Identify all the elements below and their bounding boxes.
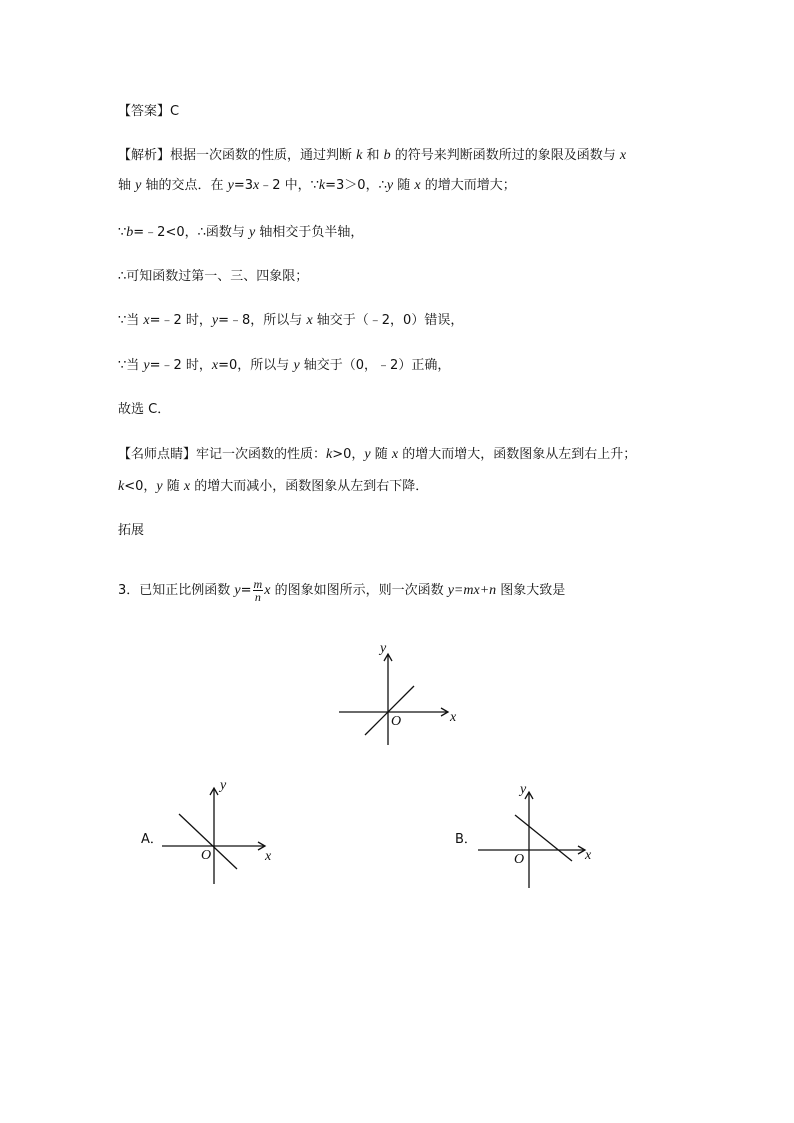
- var-x: x: [264, 583, 271, 598]
- option-b-label: B．: [455, 832, 477, 847]
- y-axis-label: y: [380, 641, 387, 656]
- text: 随: [393, 178, 415, 193]
- function-expression: y=mx+n: [447, 583, 497, 598]
- text: 和: [362, 148, 384, 163]
- fraction-numerator: m: [253, 577, 263, 591]
- var-k: k: [356, 148, 363, 163]
- text: 的增大而减小，函数图象从左到右下降．: [190, 479, 429, 494]
- tip-label: 【名师点睛】: [118, 447, 197, 462]
- analysis-conclusion: 故选 C．: [118, 402, 171, 417]
- text: =0，所以与: [218, 358, 294, 373]
- var-b: b: [126, 225, 134, 240]
- text: =﹣2<0，∴函数与: [133, 225, 250, 240]
- fraction-denominator: n: [254, 590, 261, 604]
- text: 根据一次函数的性质，通过判断: [170, 148, 357, 163]
- text: =: [240, 583, 252, 598]
- text: 轴: [118, 178, 136, 193]
- text: ∵: [118, 225, 127, 240]
- text: 的增大而增大；: [420, 178, 516, 193]
- text: 牢记一次函数的性质：: [196, 447, 327, 462]
- text: 随: [162, 479, 184, 494]
- text: 轴交于（0，﹣2）正确，: [299, 358, 451, 373]
- analysis-line-4: ∴可知函数过第一、三、四象限；: [118, 269, 309, 284]
- function-line: [365, 686, 414, 735]
- text: 的增大而增大，函数图象从左到右上升；: [398, 447, 637, 462]
- text: ∵当: [118, 358, 144, 373]
- var-y: y: [211, 313, 219, 328]
- text: ﹣2 中，∵: [259, 178, 319, 193]
- text: 的图象如图所示，则一次函数: [270, 583, 448, 598]
- var-k: k: [326, 447, 333, 462]
- var-b: b: [383, 148, 391, 163]
- var-k: k: [118, 479, 125, 494]
- extension-heading: 拓展: [118, 523, 145, 538]
- text: 图象大致是: [496, 583, 566, 598]
- text: =﹣2 时，: [149, 313, 212, 328]
- answer-label: 【答案】: [118, 104, 171, 119]
- text: 轴相交于负半轴，: [255, 225, 364, 240]
- var-y: y: [249, 225, 256, 240]
- text: 轴的交点．在: [141, 178, 228, 193]
- var-y: y: [156, 479, 163, 494]
- text: =﹣8，所以与: [218, 313, 307, 328]
- option-a-y-label: y: [220, 778, 227, 793]
- origin-label: O: [391, 714, 402, 729]
- text: 随: [370, 447, 392, 462]
- var-x: x: [143, 313, 150, 328]
- option-a-origin: O: [201, 848, 212, 863]
- answer-value: C: [170, 104, 180, 119]
- option-b-y-label: y: [520, 782, 527, 797]
- var-x: x: [619, 148, 627, 163]
- text: =﹣2 时，: [149, 358, 212, 373]
- var-x: x: [211, 358, 219, 373]
- x-axis-label: x: [450, 710, 457, 725]
- option-a-label: A．: [141, 832, 163, 847]
- text: 轴交于（﹣2，0）错误，: [312, 313, 464, 328]
- var-k: k: [318, 178, 326, 193]
- var-x: x: [306, 313, 313, 328]
- option-b-x-label: x: [585, 848, 592, 863]
- var-y: y: [364, 447, 371, 462]
- var-x: x: [414, 178, 421, 193]
- text: ∵当: [118, 313, 144, 328]
- var-y: y: [227, 178, 234, 193]
- var-x: x: [391, 447, 399, 462]
- var-y: y: [143, 358, 150, 373]
- var-y: y: [234, 583, 241, 598]
- var-y: y: [135, 178, 142, 193]
- var-x: x: [253, 178, 260, 193]
- text: 的符号来判断函数所过的象限及函数与: [390, 148, 620, 163]
- var-y: y: [386, 178, 394, 193]
- text: =3: [233, 178, 254, 193]
- text: >0，: [332, 447, 365, 462]
- option-a-x-label: x: [265, 849, 272, 864]
- option-b-origin: O: [514, 852, 525, 867]
- var-x: x: [183, 479, 191, 494]
- text: <0，: [124, 479, 157, 494]
- text: 已知正比例函数: [139, 583, 235, 598]
- question-number: 3．: [118, 583, 140, 598]
- text: =3＞0，∴: [325, 178, 387, 193]
- var-y: y: [293, 358, 300, 373]
- analysis-label: 【解析】: [118, 148, 171, 163]
